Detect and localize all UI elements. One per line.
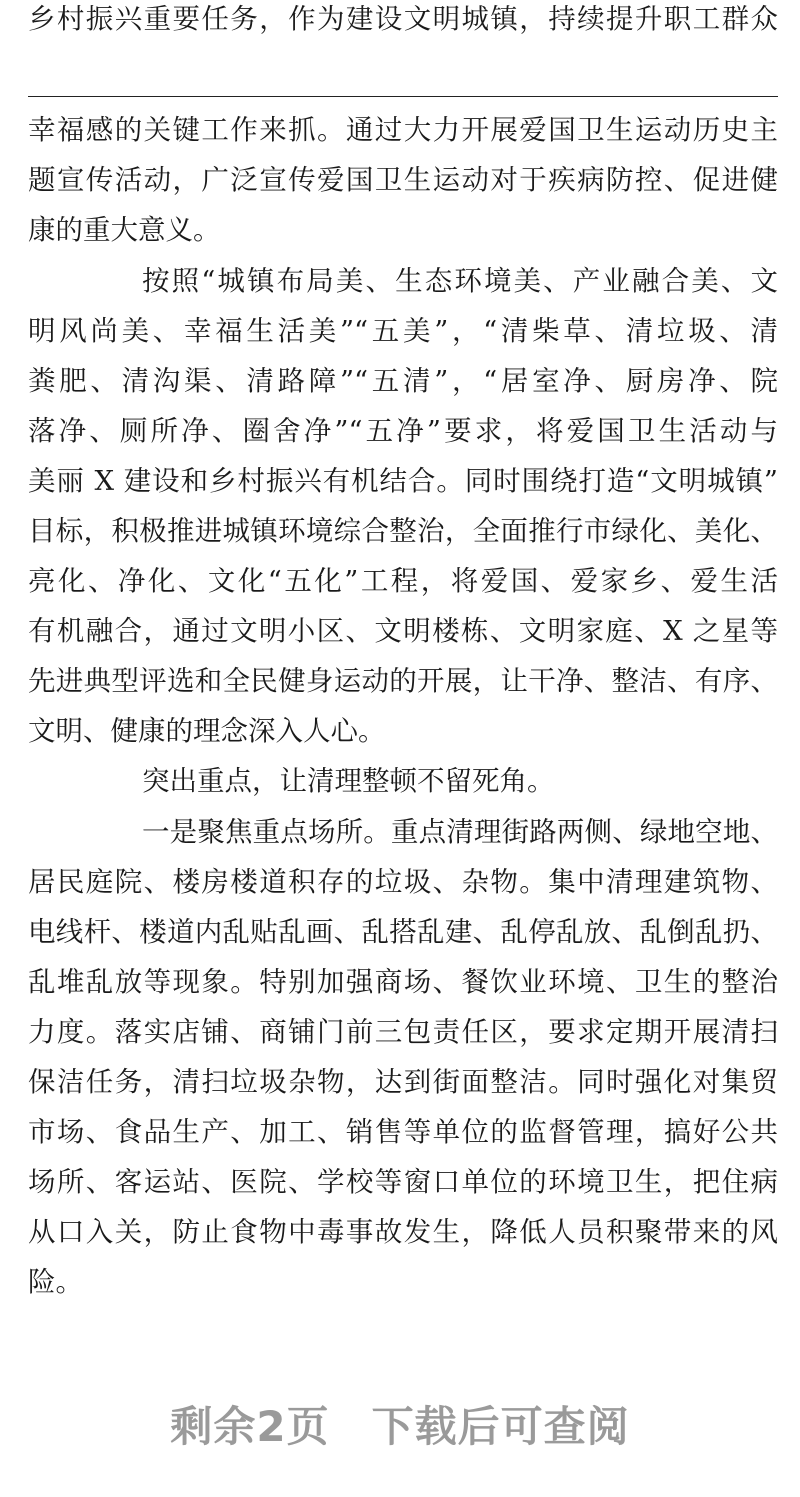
para2-line: 先进典型评选和全民健身运动的开展，让干净、整洁、有序、 — [28, 665, 778, 697]
page-divider — [28, 96, 778, 97]
para2-line: 按照“城镇布局美、生态环境美、产业融合美、文 — [142, 265, 778, 297]
para1-line: 康的重大意义。 — [28, 214, 221, 246]
para2-line: 美丽 X 建设和乡村振兴有机结合。同时围绕打造“文明城镇” — [28, 465, 778, 497]
download-notice — [0, 1394, 800, 1454]
para3-line: 从口入关，防止食物中毒事故发生，降低人员积聚带来的风 — [28, 1216, 778, 1248]
para3-line: 保洁任务，清扫垃圾杂物，达到街面整洁。同时强化对集贸 — [28, 1066, 778, 1098]
para3-line: 一是聚焦重点场所。重点清理街路两侧、绿地空地、 — [142, 816, 778, 848]
download-to-view-text: 下载后可查阅 — [371, 1402, 630, 1451]
para3-line: 乱堆乱放等现象。特别加强商场、餐饮业环境、卫生的整治 — [28, 966, 778, 998]
section-heading: 突出重点，让清理整顿不留死角。 — [142, 765, 555, 797]
para3-line: 险。 — [28, 1266, 83, 1298]
para3-line: 居民庭院、楼房楼道积存的垃圾、杂物。集中清理建筑物、 — [28, 866, 778, 898]
para1-line: 幸福感的关键工作来抓。通过大力开展爱国卫生运动历史主 — [28, 114, 778, 146]
para3-line: 力度。落实店铺、商铺门前三包责任区，要求定期开展清扫 — [28, 1016, 778, 1048]
para2-line: 目标，积极推进城镇环境综合整治，全面推行市绿化、美化、 — [28, 515, 778, 547]
para3-line: 电线杆、楼道内乱贴乱画、乱搭乱建、乱停乱放、乱倒乱扔、 — [28, 916, 778, 948]
para2-line: 有机融合，通过文明小区、文明楼栋、文明家庭、X 之星等 — [28, 615, 778, 647]
remaining-pages-text: 剩余2页 — [170, 1402, 330, 1451]
top-line: 乡村振兴重要任务，作为建设文明城镇，持续提升职工群众 — [28, 3, 778, 35]
para1-line: 题宣传活动，广泛宣传爱国卫生运动对于疾病防控、促进健 — [28, 164, 778, 196]
para2-line: 粪肥、清沟渠、清路障”“五清”，“居室净、厨房净、院 — [28, 365, 778, 397]
para2-line: 文明、健康的理念深入人心。 — [28, 715, 386, 747]
para2-line: 亮化、净化、文化“五化”工程，将爱国、爱家乡、爱生活 — [28, 565, 778, 597]
para2-line: 落净、厕所净、圈舍净”“五净”要求，将爱国卫生活动与 — [28, 415, 778, 447]
para2-line: 明风尚美、幸福生活美”“五美”，“清柴草、清垃圾、清 — [28, 315, 778, 347]
para3-line: 市场、食品生产、加工、销售等单位的监督管理，搞好公共 — [28, 1116, 778, 1148]
para3-line: 场所、客运站、医院、学校等窗口单位的环境卫生，把住病 — [28, 1166, 778, 1198]
